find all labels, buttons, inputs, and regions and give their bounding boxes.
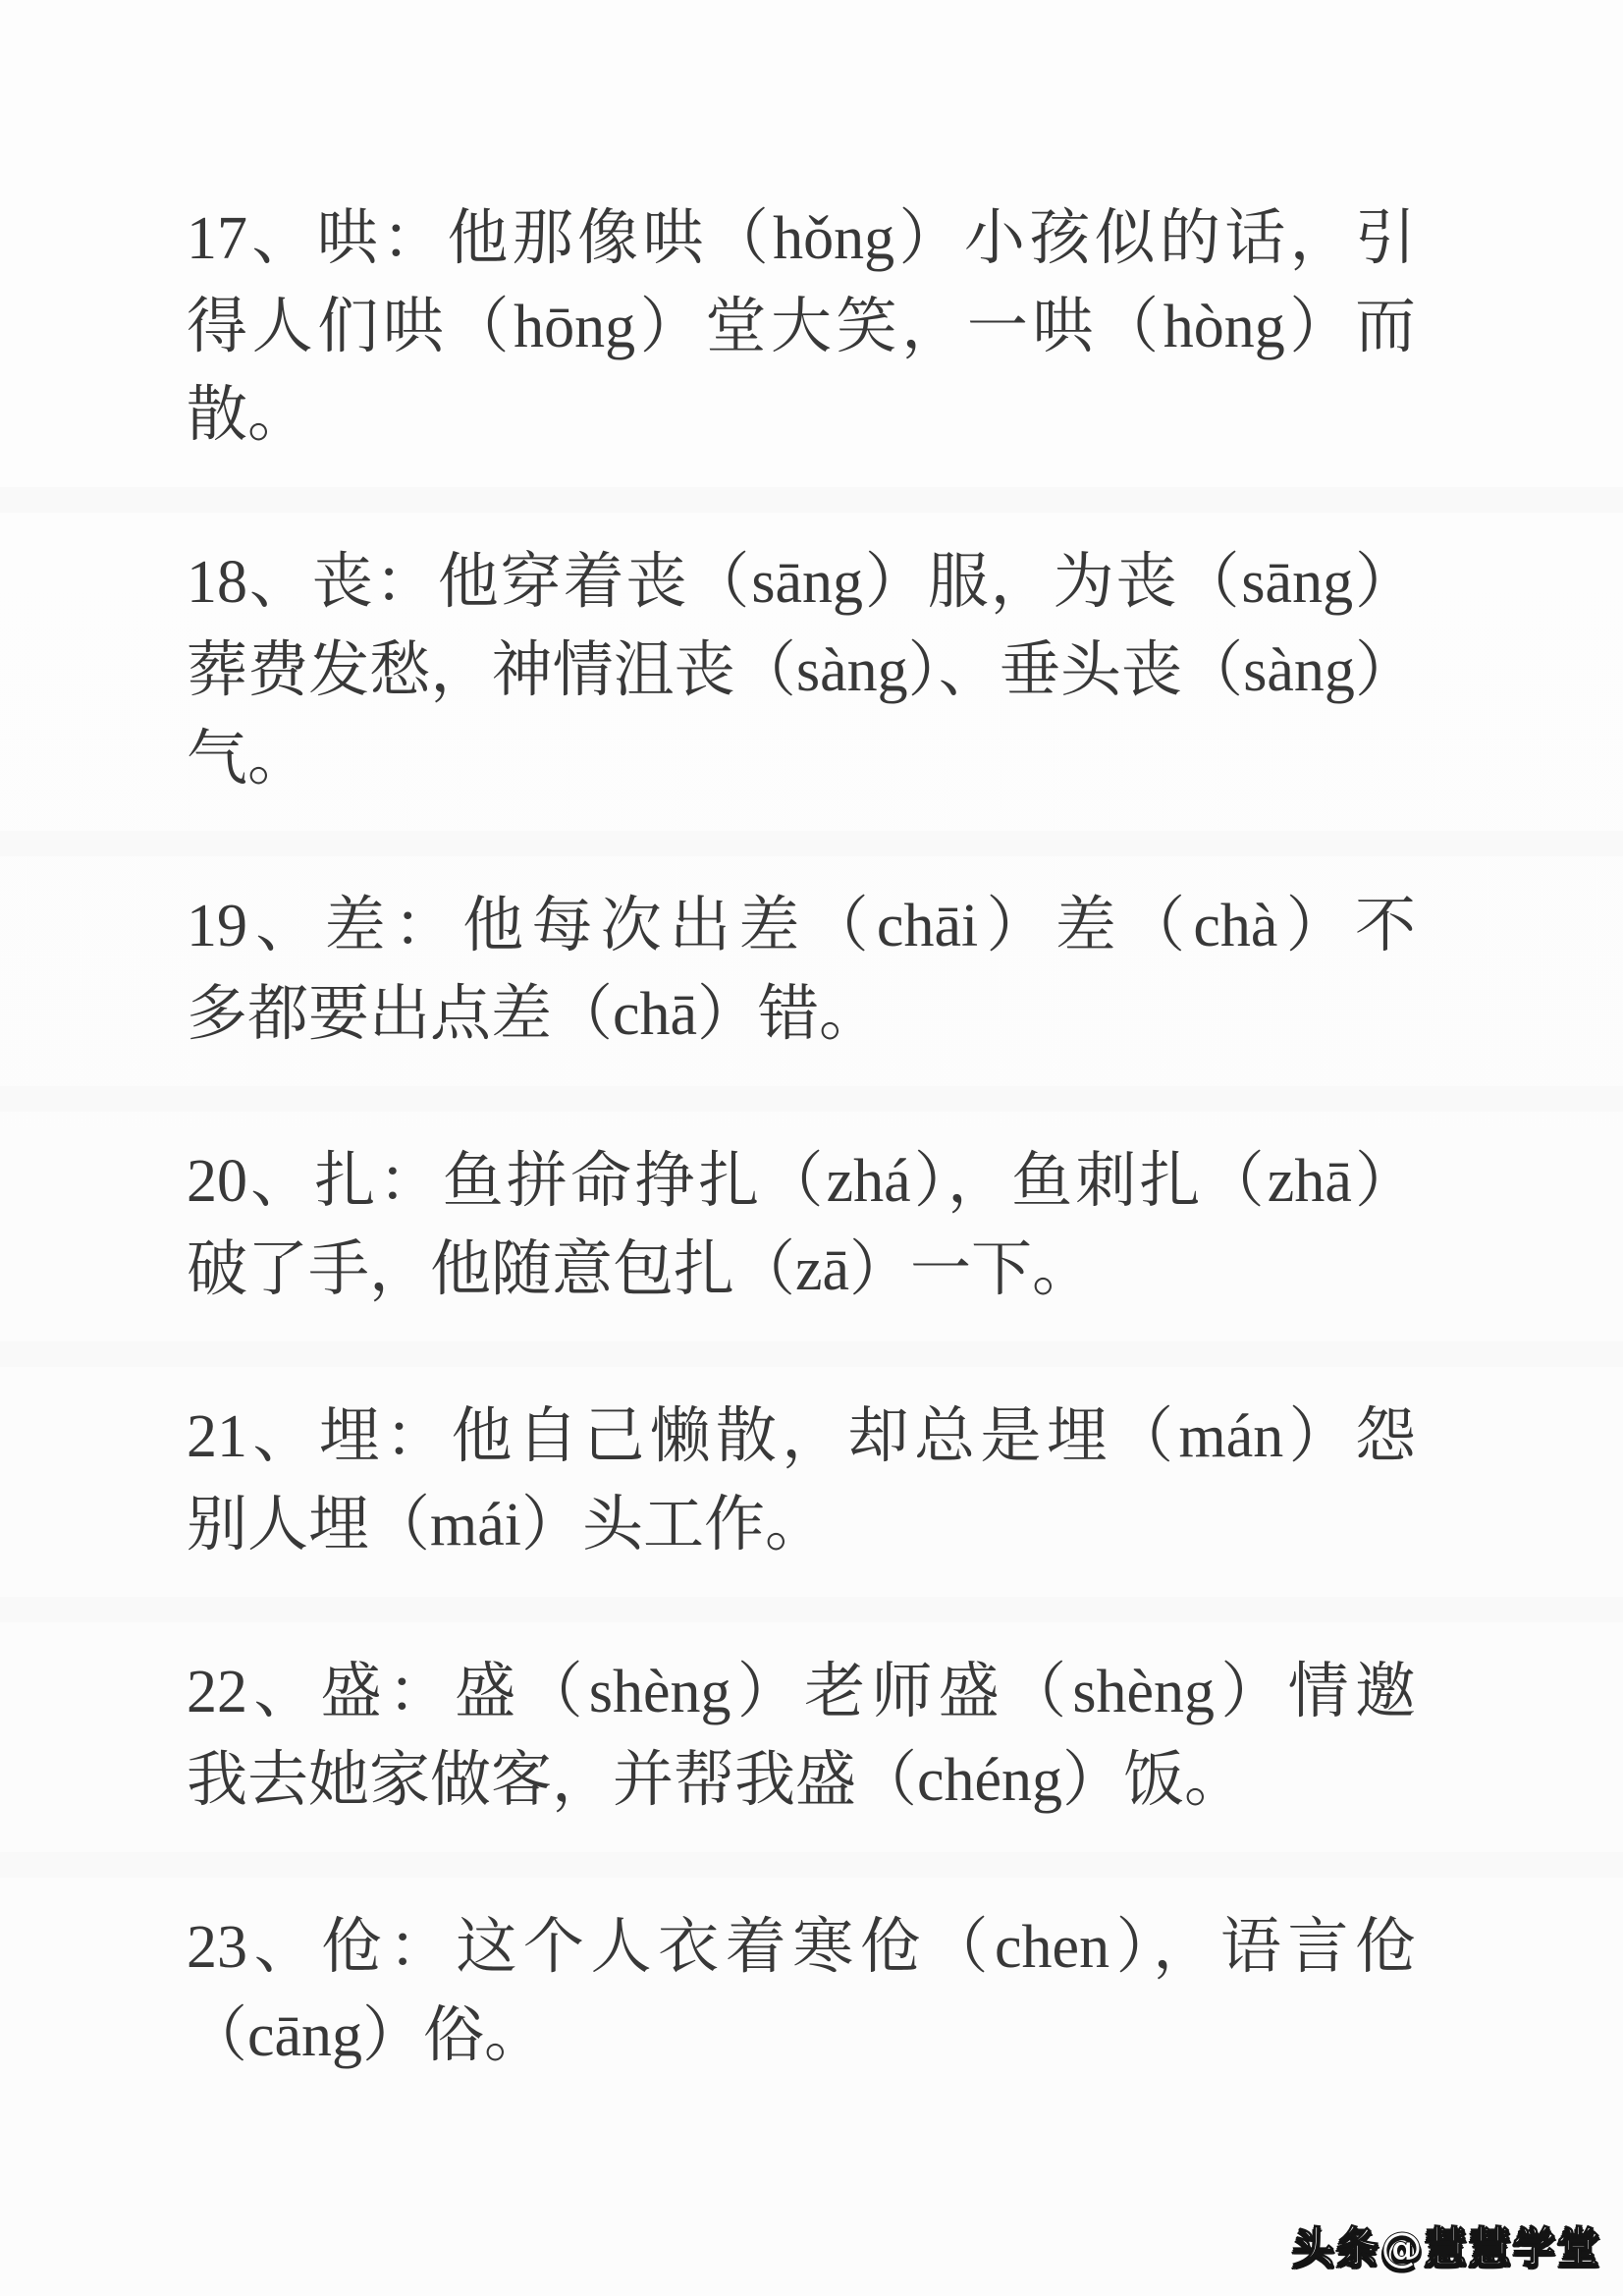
entry-23-line-2: （cāng）俗。 bbox=[187, 2002, 546, 2069]
entry-18-line-2: 葬费发愁，神情沮丧（sàng）、垂头丧（sàng） bbox=[187, 637, 1416, 704]
entry-23-line-1: 23、伧：这个人衣着寒伧（chen），语言伧 bbox=[187, 1914, 1416, 1981]
entry-18 bbox=[187, 538, 1416, 803]
entry-17-line-1: 17、哄：他那像哄（hǒng）小孩似的话，引 bbox=[187, 205, 1416, 272]
entry-18-line-3: 气。 bbox=[187, 726, 309, 793]
entry-17-line-2: 得人们哄（hōng）堂大笑，一哄（hòng）而 bbox=[187, 294, 1416, 360]
entry-19-line-2: 多都要出点差（chā）错。 bbox=[187, 981, 881, 1048]
entry-21 bbox=[187, 1393, 1416, 1569]
entry-17 bbox=[187, 194, 1416, 460]
entry-20-line-1: 20、扎：鱼拼命挣扎（zhá），鱼刺扎（zhā） bbox=[187, 1148, 1416, 1215]
watermark bbox=[1292, 2214, 1601, 2274]
entry-19-line-1: 19、差：他每次出差（chāi）差（chà）不 bbox=[187, 893, 1416, 959]
entry-21-line-1: 21、埋：他自己懒散，却总是埋（mán）怨 bbox=[187, 1403, 1416, 1470]
entry-20-line-2: 破了手，他随意包扎（zā）一下。 bbox=[187, 1236, 1094, 1303]
entry-18-line-1: 18、丧：他穿着丧（sāng）服，为丧（sāng） bbox=[187, 549, 1416, 616]
entry-22 bbox=[187, 1648, 1416, 1825]
entry-22-line-2: 我去她家做客，并帮我盛（chéng）饭。 bbox=[187, 1747, 1246, 1814]
entry-22-line-1: 22、盛：盛（shèng）老师盛（shèng）情邀 bbox=[187, 1659, 1416, 1725]
entry-23 bbox=[187, 1903, 1416, 2080]
entry-20 bbox=[187, 1137, 1416, 1314]
entry-21-line-2: 别人埋（mái）头工作。 bbox=[187, 1492, 826, 1558]
entry-19 bbox=[187, 882, 1416, 1059]
entry-17-line-3: 散。 bbox=[187, 382, 309, 449]
watermark-text: 头条@慧慧学堂 bbox=[1292, 2223, 1601, 2272]
text-content bbox=[187, 194, 1416, 2159]
